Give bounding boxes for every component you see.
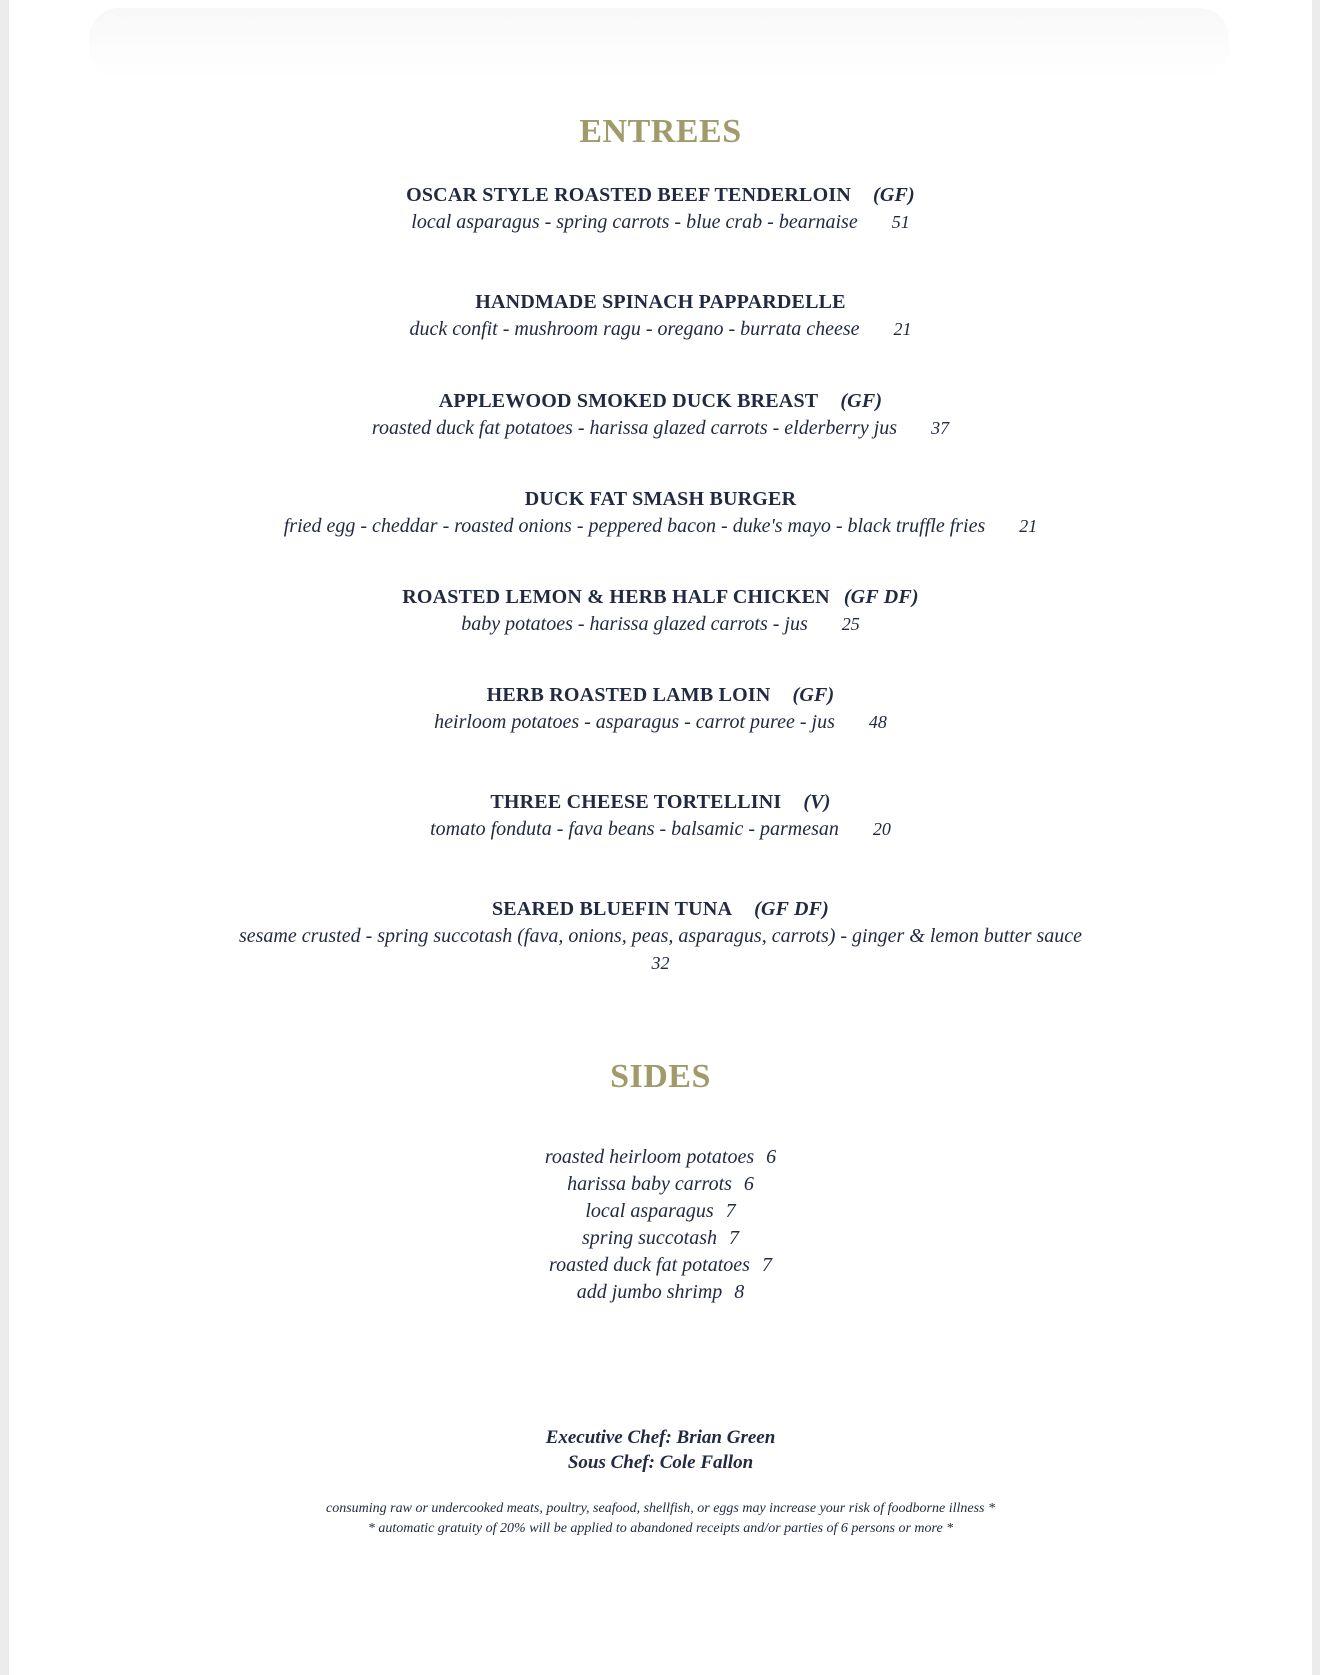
entree-item bbox=[9, 682, 1312, 736]
entree-name: DUCK FAT SMASH BURGER bbox=[524, 488, 797, 510]
entree-description: duck confit - mushroom ragu - oregano - burrata cheese bbox=[409, 318, 860, 340]
entree-description-line bbox=[9, 708, 1312, 736]
entree-name-line bbox=[9, 486, 1312, 512]
side-name: roasted duck fat potatoes bbox=[549, 1254, 750, 1276]
side-price: 6 bbox=[766, 1146, 777, 1168]
entree-price: 20 bbox=[872, 819, 891, 839]
entree-name: HERB ROASTED LAMB LOIN bbox=[486, 684, 771, 706]
chef-credits bbox=[9, 1425, 1312, 1475]
entree-diet-tag: (GF DF) bbox=[843, 586, 919, 608]
entree-description: sesame crusted - spring succotash (fava, onions, peas, asparagus, carrots) - ginger & lemon butter sauce bbox=[238, 925, 1083, 947]
entree-description-line bbox=[9, 208, 1312, 236]
side-price: 7 bbox=[761, 1254, 772, 1276]
entree-diet-tag: (GF DF) bbox=[754, 898, 830, 920]
sides-heading: SIDES bbox=[610, 1058, 711, 1095]
side-item bbox=[9, 1198, 1312, 1225]
gratuity-notice: * automatic gratuity of 20% will be applied to abandoned receipts and/or parties of 6 persons or more * bbox=[367, 1521, 954, 1536]
entree-description-line bbox=[9, 610, 1312, 638]
entree-diet-tag: (GF) bbox=[792, 684, 835, 706]
entree-description: fried egg - cheddar - roasted onions - peppered bacon - duke's mayo - black truffle fries bbox=[283, 515, 986, 537]
entree-name: OSCAR STYLE ROASTED BEEF TENDERLOIN bbox=[406, 184, 851, 206]
entree-description: roasted duck fat potatoes - harissa glazed carrots - elderberry jus bbox=[371, 417, 898, 439]
side-name: harissa baby carrots bbox=[567, 1173, 732, 1195]
side-item bbox=[9, 1252, 1312, 1279]
entree-price: 21 bbox=[893, 319, 912, 339]
entree-name-line bbox=[9, 182, 1312, 208]
entree-item bbox=[9, 584, 1312, 638]
entree-name-line bbox=[9, 896, 1312, 922]
side-price: 8 bbox=[734, 1281, 745, 1303]
side-item bbox=[9, 1144, 1312, 1171]
side-price: 7 bbox=[729, 1227, 739, 1249]
entree-description: baby potatoes - harissa glazed carrots - jus bbox=[461, 613, 808, 635]
entree-item bbox=[9, 388, 1312, 442]
entree-price: 48 bbox=[868, 712, 887, 732]
entree-item bbox=[9, 486, 1312, 540]
entree-description-line bbox=[9, 414, 1312, 442]
disclaimer bbox=[9, 1499, 1312, 1539]
entree-item bbox=[9, 789, 1312, 843]
side-item bbox=[9, 1279, 1312, 1306]
entree-name-line bbox=[9, 789, 1312, 815]
entree-description-line bbox=[9, 315, 1312, 343]
entree-price: 51 bbox=[891, 212, 910, 232]
side-name: add jumbo shrimp bbox=[576, 1281, 723, 1303]
entree-diet-tag: (GF) bbox=[872, 184, 915, 206]
entree-name-line bbox=[9, 289, 1312, 315]
side-name: spring succotash bbox=[582, 1227, 717, 1249]
entree-price: 21 bbox=[1019, 516, 1038, 536]
entree-name: SEARED BLUEFIN TUNA bbox=[491, 898, 733, 920]
entrees-heading: ENTREES bbox=[579, 113, 742, 150]
entree-description-line bbox=[9, 512, 1312, 540]
entree-diet-tag: (V) bbox=[803, 791, 831, 813]
entree-name-line bbox=[9, 584, 1312, 610]
entree-item bbox=[9, 896, 1312, 976]
top-shadow bbox=[89, 8, 1229, 78]
entree-description: local asparagus - spring carrots - blue crab - bearnaise bbox=[411, 211, 858, 233]
entree-name: APPLEWOOD SMOKED DUCK BREAST bbox=[438, 390, 819, 412]
entree-price: 32 bbox=[651, 953, 670, 973]
sides-list bbox=[9, 1144, 1312, 1306]
entree-name-line bbox=[9, 388, 1312, 414]
entree-name: THREE CHEESE TORTELLINI bbox=[490, 791, 782, 813]
entree-name: HANDMADE SPINACH PAPPARDELLE bbox=[475, 291, 846, 313]
side-item bbox=[9, 1171, 1312, 1198]
entree-price: 25 bbox=[841, 614, 860, 634]
entree-item bbox=[9, 289, 1312, 343]
side-price: 6 bbox=[743, 1173, 754, 1195]
side-name: roasted heirloom potatoes bbox=[544, 1146, 755, 1168]
entree-description: tomato fonduta - fava beans - balsamic - parmesan bbox=[430, 818, 839, 840]
entree-name: ROASTED LEMON & HERB HALF CHICKEN bbox=[402, 586, 830, 608]
executive-chef: Executive Chef: Brian Green bbox=[545, 1427, 776, 1448]
menu-page bbox=[9, 0, 1312, 1675]
food-safety-notice: consuming raw or undercooked meats, poultry, seafood, shellfish, or eggs may increase your risk of foodborne illness * bbox=[326, 1501, 995, 1516]
sous-chef: Sous Chef: Cole Fallon bbox=[567, 1452, 754, 1473]
entree-name-line bbox=[9, 682, 1312, 708]
entree-description-line bbox=[9, 815, 1312, 843]
side-price: 7 bbox=[725, 1200, 736, 1222]
entree-description: heirloom potatoes - asparagus - carrot puree - jus bbox=[434, 711, 835, 733]
side-item bbox=[9, 1225, 1312, 1252]
entree-diet-tag: (GF) bbox=[840, 390, 883, 412]
entree-price: 37 bbox=[931, 418, 950, 438]
entree-description-line bbox=[9, 922, 1312, 950]
entree-item bbox=[9, 182, 1312, 236]
side-name: local asparagus bbox=[585, 1200, 714, 1222]
